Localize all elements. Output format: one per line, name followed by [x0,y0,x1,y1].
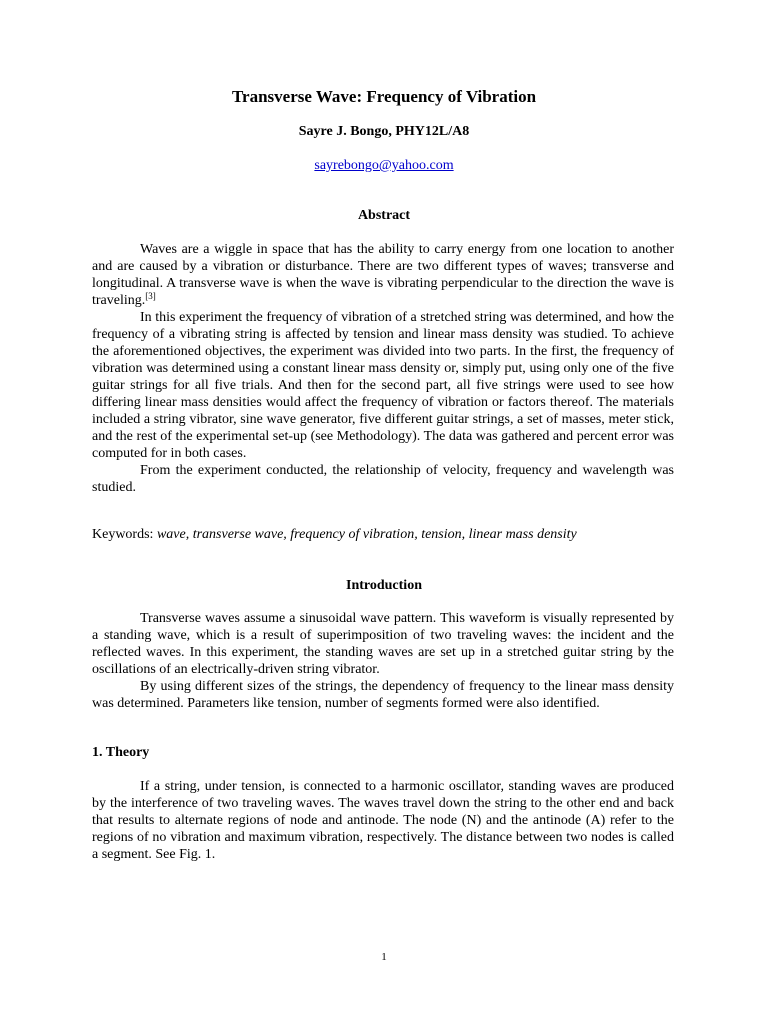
abstract-heading: Abstract [357,208,411,223]
abstract-paragraph-1-text: Waves are a wiggle in space that has the ability to carry energy from one location to another and are caused by a vibration or disturbance. There are two different types of waves; transverse and longitudinal. A transverse wave is when the wave is vibrating perpendicular to the direction the wave is traveling. [92,242,674,308]
email-line [0,157,768,175]
abstract-paragraph-1 [92,241,674,309]
theory-paragraph-1: If a string, under tension, is connected to a harmonic oscillator, standing waves are produced by the interference of two traveling waves. The waves travel down the string to the other end and back that results to alternate regions of node and antinode. The node (N) and the antinode (A) refer to the regions of no vibration and maximum vibration, respectively. The distance between two nodes is called a segment. See Fig. 1. [92,779,674,862]
author-email-link[interactable]: sayrebongo@yahoo.com [314,158,454,173]
abstract-paragraph-3: From the experiment conducted, the relationship of velocity, frequency and wavelength was studied. [92,463,674,495]
keywords-line [92,526,674,544]
abstract-body [92,241,674,496]
introduction-heading: Introduction [346,578,422,593]
keywords-label: Keywords: [92,527,154,542]
introduction-paragraph-1: Transverse waves assume a sinusoidal wave pattern. This waveform is visually represented by a standing wave, which is a result of superimposition of two traveling waves: the incident and the reflected waves. In this experiment, the standing waves are set up in a stretched guitar string by the oscillations of an electrically-driven string vibrator. [92,611,674,677]
author-line: Sayre J. Bongo, PHY12L/A8 [298,124,470,139]
abstract-paragraph-2: In this experiment the frequency of vibration of a stretched string was determined, and how the frequency of a vibrating string is affected by tension and linear mass density was studied. To achieve the aforementioned objectives, the experiment was divided into two parts. In the first, the frequency of vibration was determined using a constant linear mass density or, simply put, using only one of the five guitar strings for all five trials. And then for the second part, all five strings were used to see how differing linear mass densities would affect the frequency of vibration or factors thereof. The materials included a string vibrator, sine wave generator, five different guitar strings, a set of masses, meter stick, and the rest of the experimental set-up (see Methodology). The data was gathered and percent error was computed for in both cases. [92,310,674,461]
introduction-paragraph-2: By using different sizes of the strings, the dependency of frequency to the linear mass density was determined. Parameters like tension, number of segments formed were also identified. [92,679,674,711]
theory-body [92,778,674,863]
keywords-list: wave, transverse wave, frequency of vibration, tension, linear mass density [156,527,577,542]
page-number: 1 [381,951,387,963]
citation-ref: [3] [145,291,156,301]
introduction-body [92,610,674,712]
theory-heading: 1. Theory [92,745,150,760]
paper-title: Transverse Wave: Frequency of Vibration [231,87,537,106]
